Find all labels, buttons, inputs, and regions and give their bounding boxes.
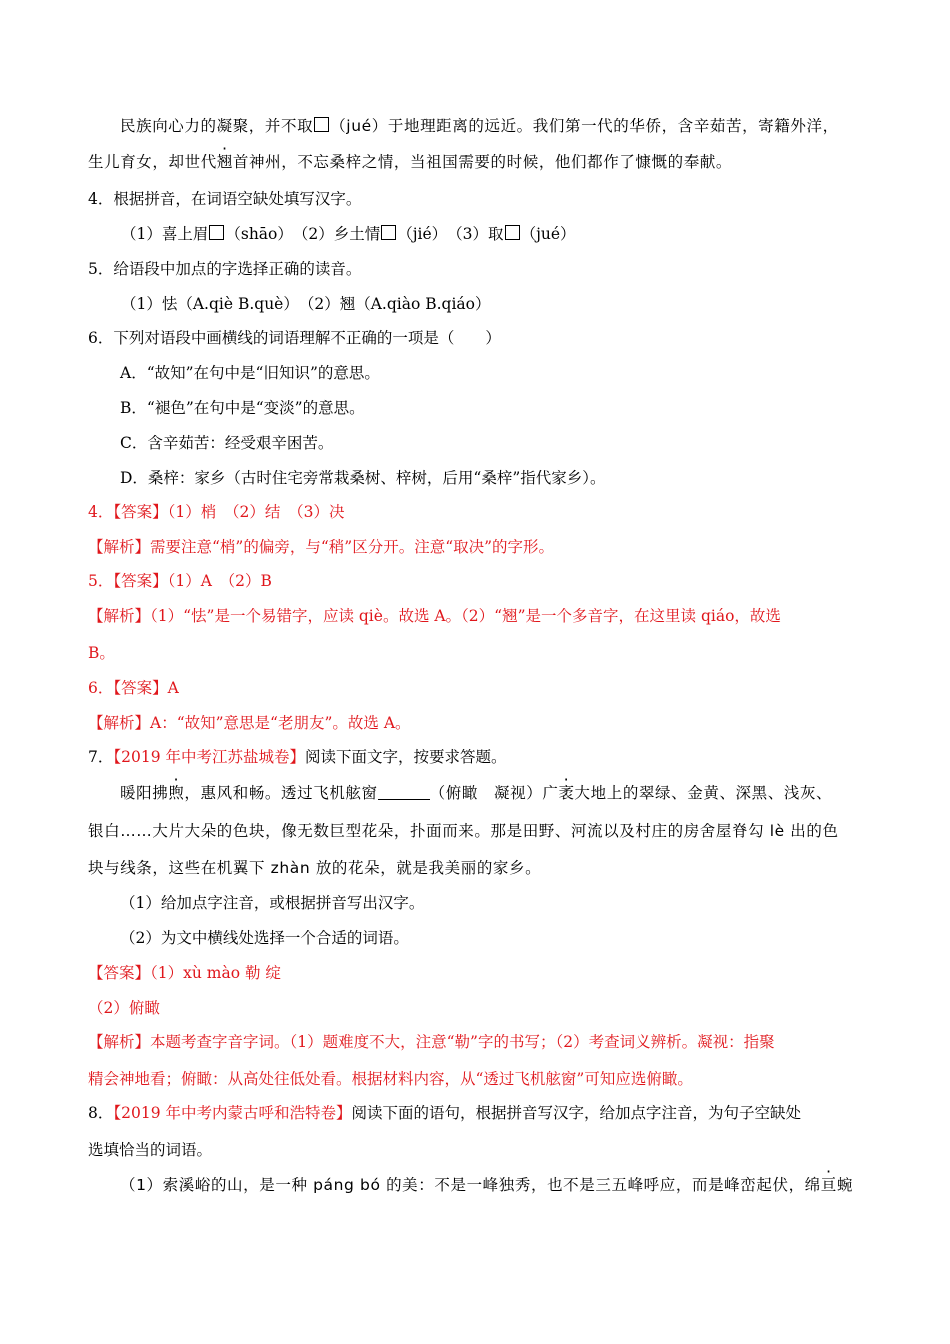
q4-stem: 4．根据拼音，在词语空缺处填写汉字。 [88, 190, 362, 208]
q7-explanation-line-1: 【解析】本题考查字音字词。（1）题难度不大，注意“勒”字的书写；（2）考查词义辨析。凝视：指聚 [88, 1033, 775, 1051]
explanation-4: 【解析】需要注意“梢”的偏旁，与“稍”区分开。注意“取决”的字形。 [88, 538, 555, 556]
blank-box [314, 117, 329, 132]
passage-line-2: 生儿育女，却世代翘首神州，不忘桑梓之情，当祖国需要的时候，他们都作了慷慨的奉献。 [88, 153, 733, 171]
q7-stem: 7．【2019 年中考江苏盐城卷】阅读下面文字，按要求答题。 [88, 748, 507, 766]
answer-4: 4．【答案】（1）梢 （2）结 （3）决 [88, 503, 345, 521]
q6-option-d: D．桑梓：家乡（古时住宅旁常栽桑树、梓树，后用“桑梓”指代家乡）。 [120, 469, 606, 487]
q7-passage-line-1: 暖阳拂煦，惠风和畅。透过飞机舷窗 （俯瞰 凝视）广袤大地上的翠绿、金黄、深黑、浅灰、 [120, 784, 833, 802]
q8-stem-line-1: 8．【2019 年中考内蒙古呼和浩特卷】阅读下面的语句，根据拼音写汉字，给加点字注音，为句子空缺处 [88, 1104, 802, 1122]
blank-box [381, 225, 396, 240]
answer-blank [378, 799, 430, 800]
blank-box [505, 225, 520, 240]
q6-stem: 6．下列对语段中画横线的词语理解不正确的一项是（ ） [88, 329, 501, 347]
q7-sub-2: （2）为文中横线处选择一个合适的词语。 [120, 929, 409, 947]
q7-passage-line-3: 块与线条，这些在机翼下 zhàn 放的花朵，就是我美丽的家乡。 [88, 859, 542, 877]
q8-source: 【2019 年中考内蒙古呼和浩特卷】 [113, 1104, 352, 1122]
q8-passage-line-1: （1）索溪峪的山，是一种 páng bó 的美：不是一峰独秀，也不是三五峰呼应，而是峰峦起伏，绵亘蜿 [120, 1176, 853, 1194]
explanation-6: 【解析】A：“故知”意思是“老朋友”。故选 A。 [88, 714, 411, 732]
answer-6: 6．【答案】A [88, 679, 179, 697]
q7-passage-line-2: 银白……大片大朵的色块，像无数巨型花朵，扑面而来。那是田野、河流以及村庄的房舍屋脊勾 lè 出的色 [88, 822, 839, 840]
explanation-5-line-1: 【解析】（1）“怯”是一个易错字，应读 qiè。故选 A。（2）“翘”是一个多音字，在这里读 qiáo，故选 [88, 607, 781, 625]
blank-box [209, 225, 224, 240]
q6-option-b: B．“褪色”在句中是“变淡”的意思。 [120, 399, 365, 417]
passage-line-1: 民族向心力的凝聚，并不取 （jué）于地理距离的远近。我们第一代的华侨，含辛茹苦，寄籍外洋， [120, 117, 839, 135]
q7-sub-1: （1）给加点字注音，或根据拼音写出汉字。 [120, 894, 425, 912]
q7-answer-2: （2）俯瞰 [88, 999, 160, 1017]
answer-5: 5．【答案】（1）A （2）B [88, 572, 272, 590]
q7-source: 【2019 年中考江苏盐城卷】 [113, 748, 305, 766]
q4-items: （1）喜上眉 （shāo） （2）乡土情 （jié） （3）取 （jué） [121, 225, 576, 243]
q5-stem: 5．给语段中加点的字选择正确的读音。 [88, 260, 362, 278]
q5-items: （1）怯（A.qiè B.què） （2）翘（A.qiào B.qiáo） [121, 295, 491, 313]
q6-option-c: C．含辛茹苦：经受艰辛困苦。 [120, 434, 334, 452]
q7-explanation-line-2: 精会神地看；俯瞰：从高处往低处看。根据材料内容，从“透过飞机舷窗”可知应选俯瞰。 [88, 1070, 693, 1088]
q7-answer-1: 【答案】（1）xù mào 勒 绽 [88, 964, 281, 982]
explanation-5-line-2: B。 [88, 644, 115, 662]
q6-option-a: A．“故知”在句中是“旧知识”的意思。 [120, 364, 380, 382]
q8-stem-line-2: 选填恰当的词语。 [88, 1141, 213, 1159]
